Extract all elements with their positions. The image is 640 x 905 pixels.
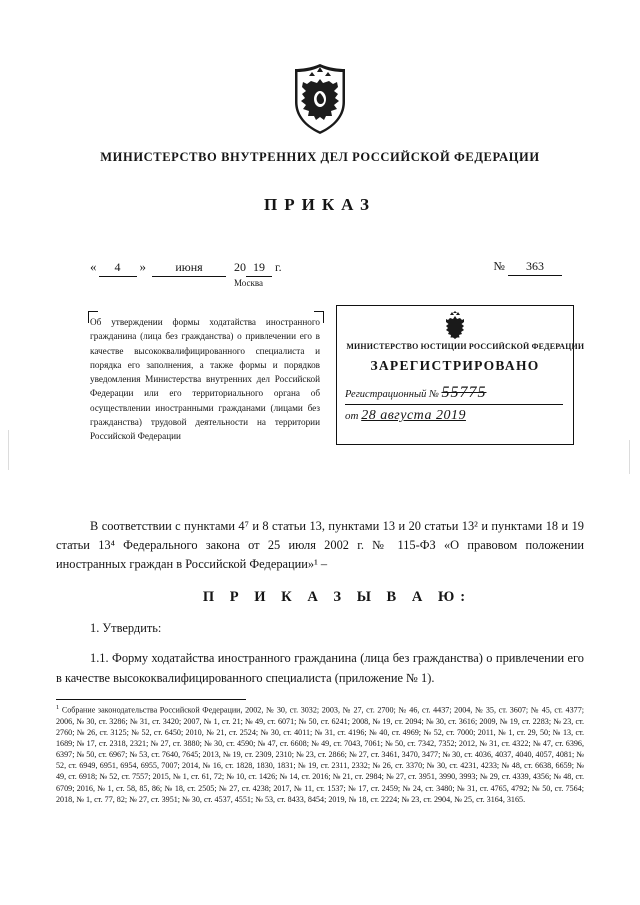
scan-artifact-left (8, 430, 9, 470)
date-and-number-row (56, 259, 584, 289)
stamp-underline-1 (345, 404, 563, 405)
quote-close: » (139, 259, 146, 274)
stamp-registration-number: 55775 (441, 384, 487, 401)
ministry-title: МИНИСТЕРСТВО ВНУТРЕННИХ ДЕЛ РОССИЙСКОЙ ФЕДЕРАЦИИ (100, 150, 540, 164)
order-keyword: П Р И К А З Ы В А Ю: (202, 588, 472, 605)
document-kind-heading: ПРИКАЗ (264, 195, 376, 214)
year-value: 19 (246, 260, 272, 277)
footnote-block (56, 704, 584, 805)
number-group (494, 259, 562, 276)
footnote-marker: 1 (56, 703, 60, 711)
document-subject-text: Об утверждении формы ходатайства иностранного гражданина (лица без гражданства) о привлечении его в качестве высококвалифицированного специалиста и порядка его заполнения, а также формы и порядков уведомления Министерства внутренних дел Российской Федерации или его территориального органа об осуществлении иностранными гражданами (лицами без гражданства) трудовой деятельности на территории Российской Федерации (90, 317, 320, 441)
year-prefix: 20 (234, 260, 246, 274)
year-suffix: г. (275, 260, 282, 274)
footnote-text: Собрание законодательства Российской Федерации, 2002, № 30, ст. 3032; 2003, № 27, ст. 2700; № 46, ст. 4437; 2004, № 35, ст. 3607; № 45, ст. 4377; 2006, № 30, ст. 3286; № 31, ст. 3420; 2007, № 1, ст. 21; № 49, ст. 6071; № 50, ст. 6241; 2008, № 19, ст. 2094; № 30, ст. 3616; 2009, № 19, ст. 2283; № 23, ст. 2760; № 26, ст. 3125; № 52, ст. 6450; 2010, № 21, ст. 2524; № 30, ст. 4011; № 31, ст. 4196; № 40, ст. 4969; № 52, ст. 7000; 2011, № 1, ст. 29, 50; № 13, ст. 1689; № 17, ст. 2318, 2321; № 27, ст. 3880; № 30, ст. 4590; № 47, ст. 6608; № 49, ст. 7043, 7061; № 50, ст. 7342, 7352; 2012, № 31, ст. 4322; № 47, ст. 6396, 6397; № 50, ст. 6967; № 53, ст. 7640, 7645; 2013, № 19, ст. 2309, 2310; № 23, ст. 2866; № 27, ст. 3461, 3470, 3477; № 30, ст. 4036, 4037, 4040, 4057, 4081; № 52, ст. 6949, 6951, 6954, 6955, 7007; 2014, № 16, ст. 1828, 1830, 1831; № 19, ст. 2311, 2332; № 26, ст. 3370; № 30, ст. 4231, 4233; № 48, ст. 6638, 6659; № 49, ст. 6918; № 52, ст. 7557; 2015, № 1, ст. 61, 72; № 10, ст. 1426; № 14, ст. 2016; № 21, ст. 2984; № 27, ст. 3951, 3990, 3993; № 29, ст. 4339, 4356; № 48, ст. 6709; 2016, № 1, ст. 58, 85, 86; № 18, ст. 2505; № 27, ст. 4238; 2017, № 11, ст. 1537; № 17, ст. 2459; № 24, ст. 3480; № 31, ст. 4765, 4792; № 50, ст. 7564; 2018, № 1, ст. 77, 82; № 27, ст. 3951; № 30, ст. 4537, 4551; № 53, ст. 8433, 8454; 2019, № 18, ст. 2224; № 23, ст. 2904, № 25, ст. 3164, 3165. (56, 705, 584, 804)
stamp-date-label: от (345, 410, 359, 422)
stamp-date-line (343, 408, 567, 424)
number-label: № (493, 259, 505, 273)
bracket-right (323, 311, 324, 323)
date-group (90, 259, 282, 277)
stamp-status: ЗАРЕГИСТРИРОВАНО (370, 358, 540, 373)
city-label: Москва (234, 278, 263, 288)
body-paragraph-1: В соответствии с пунктами 4⁷ и 8 статьи 13, пунктами 13 и 20 статьи 13² и пунктами 18 и 19 статьи 13⁴ Федерального закона от 25 июля 2002 г. № 115-ФЗ «О правовом положении иностранных граждан в Российской Федерации»¹ – (56, 519, 584, 572)
title-and-stamp-row (56, 311, 584, 511)
body-paragraph-2: 1. Утвердить: (90, 621, 162, 636)
bracket-left (88, 311, 89, 323)
document-subject-box (88, 311, 324, 447)
document-body (56, 517, 584, 688)
stamp-registration-label: Регистрационный № (345, 389, 439, 400)
stamp-registration-line (343, 384, 567, 402)
quote-open: « (90, 259, 97, 274)
month-value: июня (152, 260, 226, 277)
body-paragraph-3: 1.1. Форму ходатайства иностранного гражданина (лица без гражданства) о привлечении его в качестве высококвалифицированного специалиста (приложение № 1). (56, 651, 584, 685)
coat-of-arms-emblem-wrap (56, 62, 584, 136)
registration-stamp (336, 305, 585, 445)
stamp-eagle-icon (442, 311, 468, 341)
double-headed-eagle-icon (289, 62, 351, 136)
scan-artifact-right (629, 440, 630, 474)
stamp-date-value: 28 августа 2019 (361, 408, 466, 423)
day-value: 4 (99, 260, 137, 277)
stamp-organization: МИНИСТЕРСТВО ЮСТИЦИИ РОССИЙСКОЙ ФЕДЕРАЦИИ (346, 342, 585, 351)
number-value: 363 (508, 259, 562, 276)
footnote-separator (56, 699, 246, 700)
